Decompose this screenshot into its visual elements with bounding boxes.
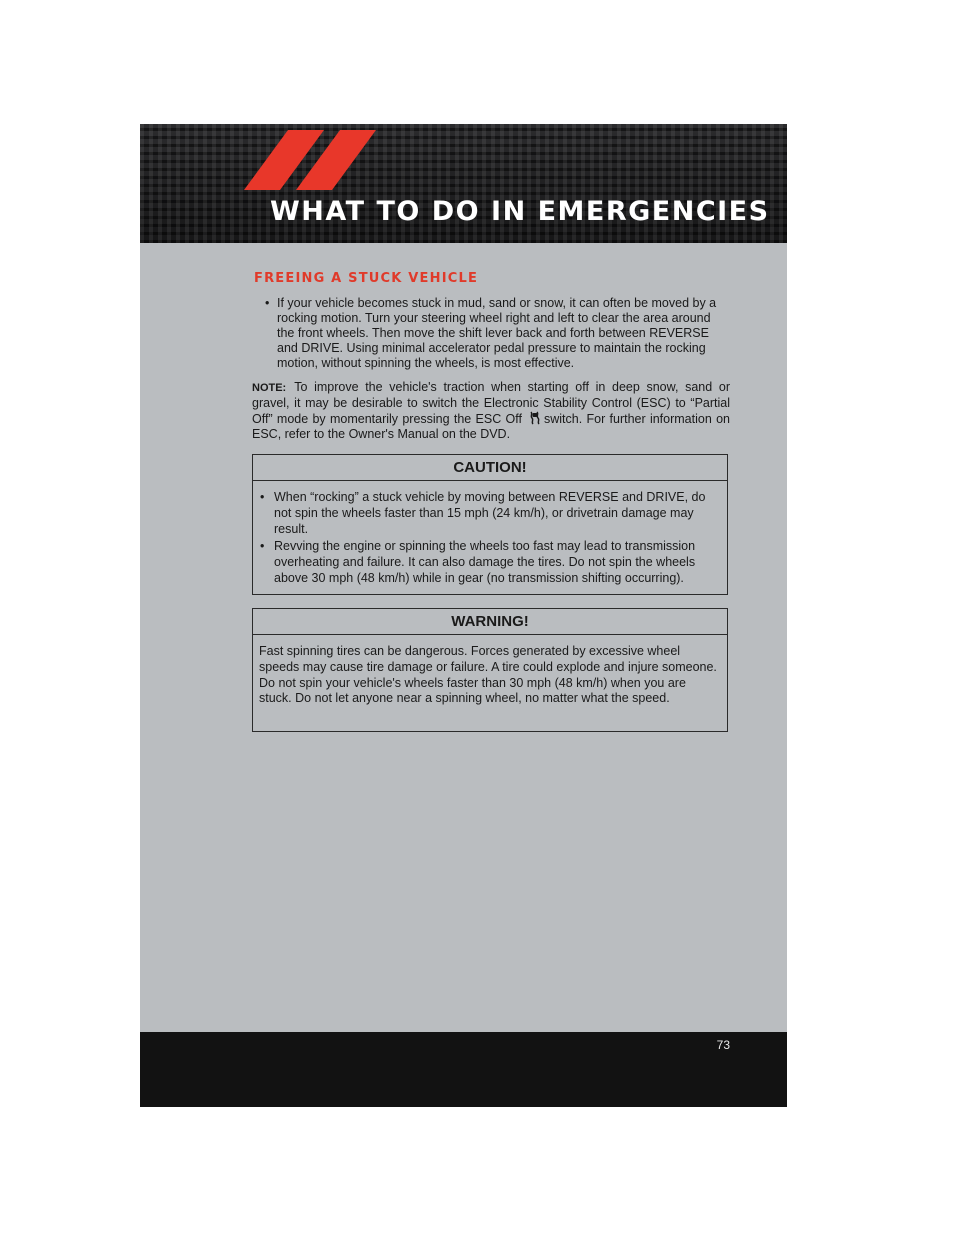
bullet-text: If your vehicle becomes stuck in mud, sand or snow, it can often be moved by a rocking motion. Turn your steering wheel right and left to clear the area around the front wheels. Then move the shift lever back and forth between REVERSE and DRIVE. Using minimal accelerator pedal pressure to maintain the rocking motion, without spinning the wheels, is most effective. bbox=[277, 295, 717, 370]
caution-body bbox=[253, 481, 727, 597]
main-content bbox=[252, 272, 730, 442]
caution-item-text: Revving the engine or spinning the wheels too fast may lead to transmission overheating and failure. It can also damage the tires. Do not spin the wheels above 30 mph (48 km/h) while in gear (no transmission shifting occurring). bbox=[274, 539, 696, 585]
bullet-icon: • bbox=[265, 295, 270, 310]
list-item bbox=[252, 296, 730, 371]
page-footer bbox=[140, 1032, 787, 1107]
page-header bbox=[140, 124, 787, 243]
note-label: NOTE: bbox=[252, 382, 287, 395]
caution-heading: CAUTION! bbox=[253, 455, 727, 481]
section-bullets bbox=[252, 296, 730, 371]
bullet-icon: • bbox=[260, 539, 265, 554]
note-text-after: switch. For further information on ESC, refer to the Owner's Manual on the DVD. bbox=[252, 412, 730, 442]
header-title: WHAT TO DO IN EMERGENCIES bbox=[270, 196, 770, 227]
manual-page bbox=[140, 124, 787, 1107]
esc-off-icon bbox=[528, 411, 542, 426]
caution-list bbox=[259, 490, 719, 587]
note-text-before: To improve the vehicle's traction when starting off in deep snow, sand or gravel, it may be desirable to switch the Electronic Stability Control (ESC) to “Partial Off” mode by momentarily pressing the ESC Off bbox=[252, 380, 730, 427]
warning-heading: WARNING! bbox=[253, 609, 727, 635]
caution-item-text: When “rocking” a stuck vehicle by moving between REVERSE and DRIVE, do not spin the wheels faster than 15 mph (24 km/h), or drivetrain damage may result. bbox=[274, 490, 706, 536]
caution-box bbox=[252, 454, 728, 595]
page-number: 73 bbox=[716, 1038, 730, 1052]
bullet-icon: • bbox=[260, 490, 265, 504]
warning-box bbox=[252, 608, 728, 732]
stripes-logo-icon bbox=[244, 130, 384, 190]
warning-body: Fast spinning tires can be dangerous. Forces generated by excessive wheel speeds may cause tire damage or failure. A tire could explode and injure someone. Do not spin your vehicle's wheels faster than 30 mph (48 km/h) when you are stuck. Do not let anyone near a spinning wheel, no matter what the speed. bbox=[259, 644, 717, 706]
list-item bbox=[259, 490, 719, 537]
note-paragraph bbox=[252, 380, 730, 442]
section-title: FREEING A STUCK VEHICLE bbox=[254, 271, 479, 286]
list-item bbox=[259, 539, 719, 586]
